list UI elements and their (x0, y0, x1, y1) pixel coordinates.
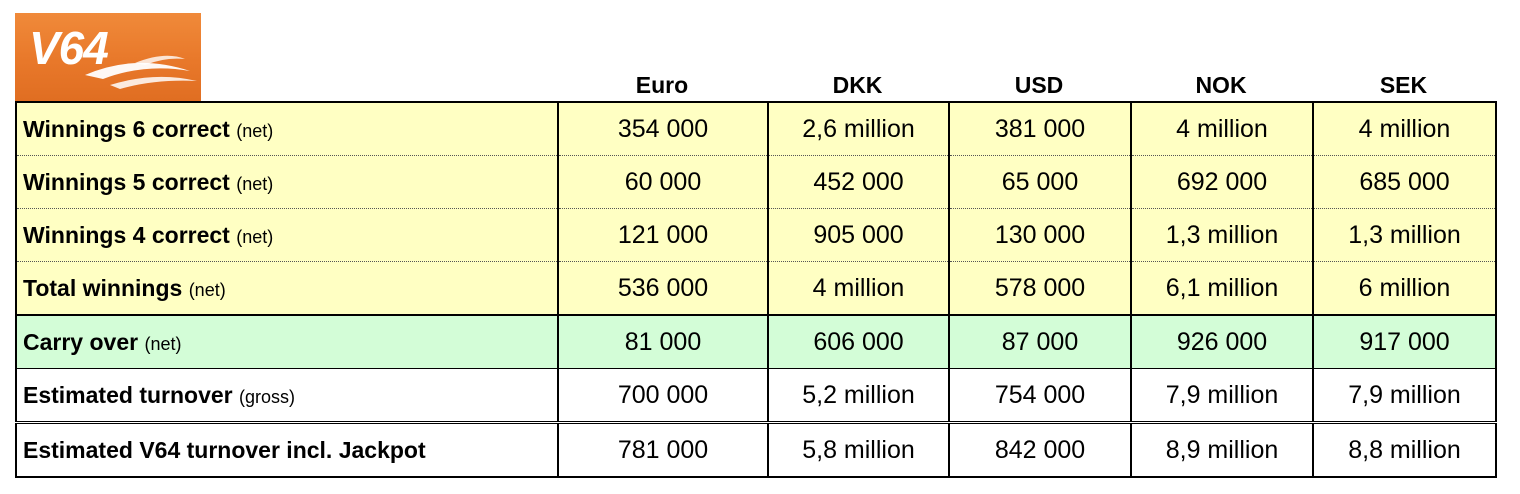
cell-nok: 6,1 million (1131, 262, 1313, 316)
cell-euro: 536 000 (558, 262, 768, 316)
cell-nok: 926 000 (1131, 315, 1313, 369)
row-label: Total winnings (net) (16, 262, 558, 316)
cell-nok: 1,3 million (1131, 209, 1313, 262)
row-label: Estimated turnover (gross) (16, 369, 558, 423)
cell-euro: 81 000 (558, 315, 768, 369)
table-row (16, 369, 1496, 423)
cell-usd: 578 000 (949, 262, 1131, 316)
cell-nok: 4 million (1131, 102, 1313, 156)
cell-dkk: 5,8 million (768, 423, 949, 478)
cell-euro: 700 000 (558, 369, 768, 423)
cell-dkk: 5,2 million (768, 369, 949, 423)
cell-nok: 7,9 million (1131, 369, 1313, 423)
cell-dkk: 452 000 (768, 156, 949, 209)
cell-sek: 685 000 (1313, 156, 1496, 209)
row-label: Winnings 4 correct (net) (16, 209, 558, 262)
header-sek: SEK (1379, 72, 1428, 98)
cell-euro: 121 000 (558, 209, 768, 262)
table-row (16, 262, 1496, 316)
row-label: Estimated V64 turnover incl. Jackpot (16, 423, 558, 478)
header-usd: USD (1014, 72, 1064, 98)
header-dkk: DKK (832, 72, 883, 98)
cell-usd: 65 000 (949, 156, 1131, 209)
row-label: Winnings 6 correct (net) (16, 102, 558, 156)
cell-usd: 842 000 (949, 423, 1131, 478)
cell-sek: 7,9 million (1313, 369, 1496, 423)
row-label: Winnings 5 correct (net) (16, 156, 558, 209)
cell-nok: 8,9 million (1131, 423, 1313, 478)
header-euro: Euro (635, 72, 689, 98)
cell-euro: 354 000 (558, 102, 768, 156)
cell-euro: 781 000 (558, 423, 768, 478)
cell-sek: 4 million (1313, 102, 1496, 156)
cell-usd: 87 000 (949, 315, 1131, 369)
table-row (16, 156, 1496, 209)
cell-euro: 60 000 (558, 156, 768, 209)
cell-sek: 8,8 million (1313, 423, 1496, 478)
table-row (16, 423, 1496, 478)
cell-dkk: 905 000 (768, 209, 949, 262)
row-label: Carry over (net) (16, 315, 558, 369)
column-headers (0, 68, 1520, 102)
cell-nok: 692 000 (1131, 156, 1313, 209)
header-nok: NOK (1195, 72, 1247, 98)
cell-dkk: 2,6 million (768, 102, 949, 156)
cell-dkk: 606 000 (768, 315, 949, 369)
table-row (16, 102, 1496, 156)
cell-usd: 130 000 (949, 209, 1131, 262)
cell-sek: 917 000 (1313, 315, 1496, 369)
table-row (16, 209, 1496, 262)
cell-dkk: 4 million (768, 262, 949, 316)
logo-text: V64 (29, 22, 108, 74)
cell-usd: 381 000 (949, 102, 1131, 156)
table-row (16, 315, 1496, 369)
winnings-table (15, 101, 1497, 478)
cell-usd: 754 000 (949, 369, 1131, 423)
cell-sek: 1,3 million (1313, 209, 1496, 262)
cell-sek: 6 million (1313, 262, 1496, 316)
